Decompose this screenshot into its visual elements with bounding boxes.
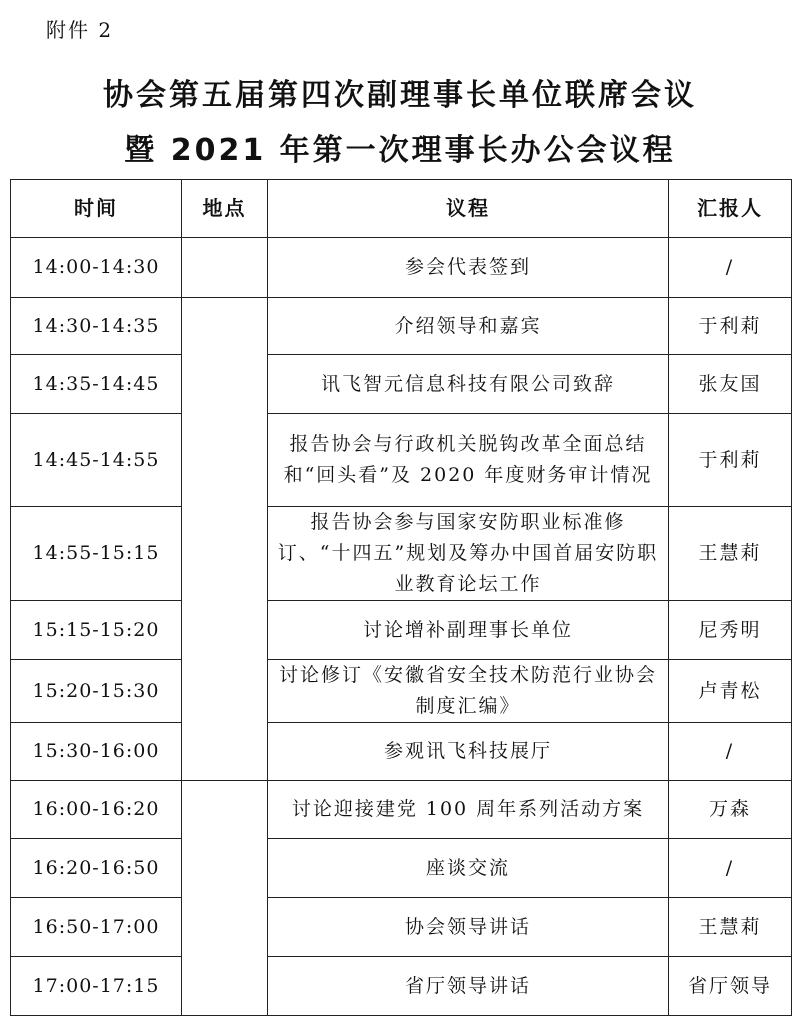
reporter-cell: / — [669, 238, 792, 298]
time-cell: 15:30-16:00 — [11, 723, 182, 781]
table-row — [11, 507, 792, 601]
time-cell: 17:00-17:15 — [11, 957, 182, 1016]
agenda-cell: 座谈交流 — [268, 839, 669, 898]
time-cell: 15:15-15:20 — [11, 601, 182, 660]
agenda-cell: 参会代表签到 — [268, 238, 669, 298]
table-row — [11, 355, 792, 414]
time-cell: 14:30-14:35 — [11, 298, 182, 355]
time-cell: 16:00-16:20 — [11, 781, 182, 839]
reporter-cell: 于利莉 — [669, 414, 792, 507]
time-cell: 16:50-17:00 — [11, 898, 182, 957]
agenda-cell: 讨论增补副理事长单位 — [268, 601, 669, 660]
reporter-cell: 省厅领导 — [669, 957, 792, 1016]
table-row — [11, 238, 792, 298]
reporter-cell: 尼秀明 — [669, 601, 792, 660]
document-title-line2: 暨 2021 年第一次理事长办公会议程 — [124, 133, 676, 168]
time-cell: 14:45-14:55 — [11, 414, 182, 507]
table-row — [11, 723, 792, 781]
attachment-label: 附件 2 — [46, 18, 114, 42]
agenda-cell: 介绍领导和嘉宾 — [268, 298, 669, 355]
agenda-cell: 参观讯飞科技展厅 — [268, 723, 669, 781]
table-row — [11, 898, 792, 957]
location-cell — [182, 238, 268, 298]
table-header-row — [11, 180, 792, 238]
time-cell: 15:20-15:30 — [11, 660, 182, 723]
agenda-cell: 讨论修订《安徽省安全技术防范行业协会制度汇编》 — [268, 660, 669, 723]
reporter-cell: 万森 — [669, 781, 792, 839]
table-row — [11, 957, 792, 1016]
agenda-cell: 讯飞智元信息科技有限公司致辞 — [268, 355, 669, 414]
header-time: 时间 — [11, 180, 182, 238]
time-cell: 16:20-16:50 — [11, 839, 182, 898]
reporter-cell: 王慧莉 — [669, 898, 792, 957]
table-row — [11, 298, 792, 355]
header-reporter: 汇报人 — [669, 180, 792, 238]
agenda-table — [10, 179, 792, 1016]
reporter-cell: / — [669, 723, 792, 781]
time-cell: 14:35-14:45 — [11, 355, 182, 414]
table-row — [11, 781, 792, 839]
reporter-cell: 于利莉 — [669, 298, 792, 355]
reporter-cell: / — [669, 839, 792, 898]
table-row — [11, 660, 792, 723]
time-cell: 14:55-15:15 — [11, 507, 182, 601]
table-row — [11, 414, 792, 507]
location-cell-merged — [182, 298, 268, 781]
location-cell-merged — [182, 781, 268, 1016]
agenda-cell: 讨论迎接建党 100 周年系列活动方案 — [268, 781, 669, 839]
header-location: 地点 — [182, 180, 268, 238]
agenda-cell: 报告协会与行政机关脱钩改革全面总结和“回头看”及 2020 年度财务审计情况 — [268, 414, 669, 507]
agenda-cell: 协会领导讲话 — [268, 898, 669, 957]
time-cell: 14:00-14:30 — [11, 238, 182, 298]
agenda-cell: 省厅领导讲话 — [268, 957, 669, 1016]
reporter-cell: 卢青松 — [669, 660, 792, 723]
table-row — [11, 839, 792, 898]
document-title-line1: 协会第五届第四次副理事长单位联席会议 — [103, 78, 697, 113]
reporter-cell: 张友国 — [669, 355, 792, 414]
header-agenda: 议程 — [268, 180, 669, 238]
agenda-cell: 报告协会参与国家安防职业标准修订、“十四五”规划及筹办中国首届安防职业教育论坛工作 — [268, 507, 669, 601]
table-row — [11, 601, 792, 660]
reporter-cell: 王慧莉 — [669, 507, 792, 601]
